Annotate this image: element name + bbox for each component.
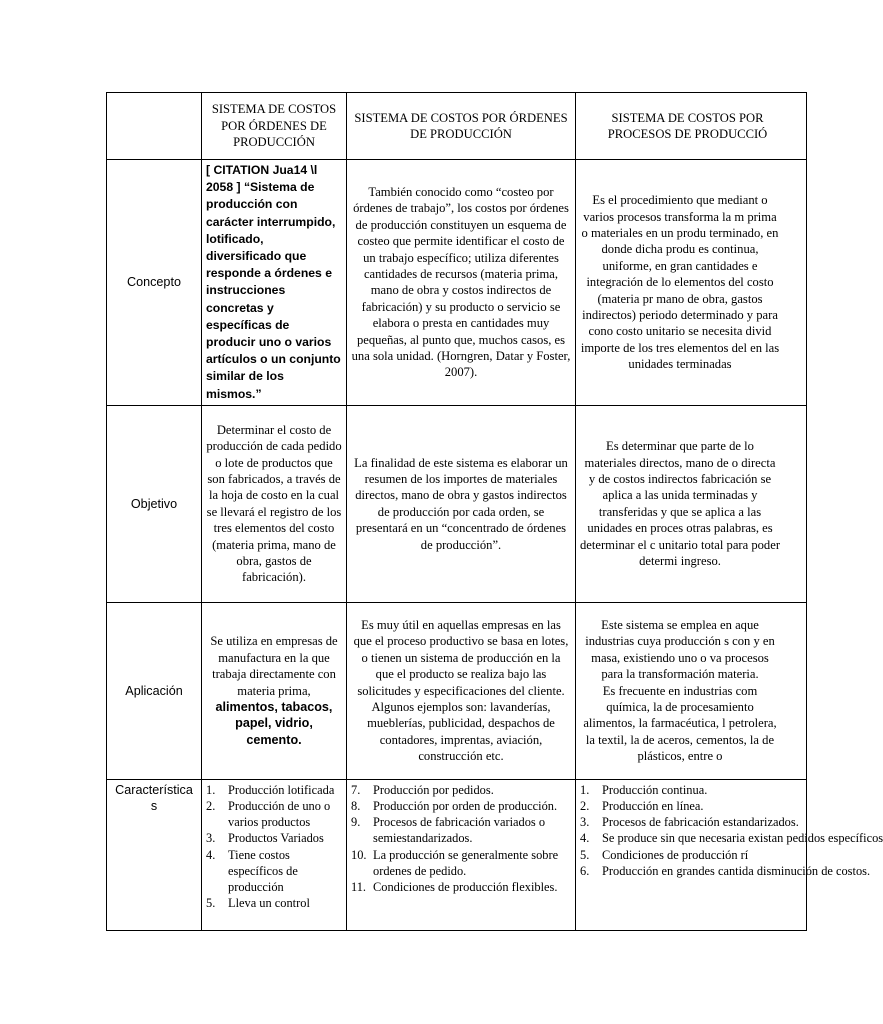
header-cell-ordenes-2: SISTEMA DE COSTOS POR ÓRDENES DE PRODUCCIÓN — [347, 93, 576, 160]
list-item: 8. Producción por orden de producción. — [351, 799, 558, 814]
caract-list-procesos — [580, 782, 883, 879]
row-label-concepto: Concepto — [107, 160, 202, 406]
concepto-ordenes-1 — [202, 160, 347, 406]
objetivo-ordenes-2: La finalidad de este sistema es elaborar un resumen de los importes de materiales directos, mano de obra y gastos indirectos de producción por cada orden, se presentará en un “concentrado de órdenes de producción”. — [347, 405, 576, 602]
objetivo-procesos — [576, 405, 807, 602]
caract-procesos — [576, 779, 883, 930]
caract-list-ordenes-1 — [206, 782, 342, 912]
list-item: 4. Tiene costos específicos de producción — [206, 847, 298, 895]
header-row — [107, 93, 807, 160]
header-cell-empty — [107, 93, 202, 160]
list-item: 3. Productos Variados — [206, 831, 324, 846]
list-item: 4. Se produce sin que necesaria existan pedidos específicos — [580, 831, 883, 846]
list-item: 1. Producción lotificada — [206, 782, 335, 797]
list-item: 9. Procesos de fabricación variados o semiestandarizados. — [351, 815, 546, 846]
aplicacion-ordenes-2: Es muy útil en aquellas empresas en las que el proceso productivo se basa en lotes, o tienen un sistema de producción en la que el producto se realiza bajo las solicitudes y especificaciones del cliente. Algunos ejemplos son: lavanderías, mueblerías, publicidad, despachos de contadores, imprentas, aviación, construcción etc. — [347, 602, 576, 779]
aplicacion-ordenes-1-text: Se utiliza en empresas de manufactura en la que trabaja directamente con materia prima, — [210, 634, 338, 698]
list-item: 2. Producción de uno o varios productos — [206, 799, 331, 830]
caract-ordenes-2 — [347, 779, 576, 930]
row-label-objetivo: Objetivo — [107, 405, 202, 602]
row-aplicacion — [107, 602, 807, 779]
aplicacion-procesos-text-a: Este sistema se emplea en aque industrias cuya producción s con y en masa, existiendo uno o va procesos para la transformación materia. — [585, 618, 775, 682]
aplicacion-ordenes-1 — [202, 602, 347, 779]
comparison-table — [106, 92, 883, 931]
list-item: 1. Producción continua. — [580, 782, 708, 797]
concepto-citation-text: [ CITATION Jua14 \l 2058 ] “Sistema de producción con carácter interrumpido, lotificado, diversificado que responde a órdenes e instrucciones concretas y específicas de producir uno o varios artículos o un conjunto similar de los mismos.” — [206, 163, 341, 401]
row-objetivo — [107, 405, 807, 602]
list-item: 5. Lleva un control — [206, 896, 310, 911]
row-caracteristicas — [107, 779, 807, 930]
row-label-caracteristicas: Característica s — [107, 779, 202, 930]
list-item: 7. Producción por pedidos. — [351, 782, 494, 797]
concepto-procesos — [576, 160, 807, 406]
header-cell-procesos — [576, 93, 807, 160]
list-item: 3. Procesos de fabricación estandarizados. — [580, 815, 799, 830]
list-item: 10. La producción se generalmente sobre ordenes de pedido. — [351, 847, 559, 878]
aplicacion-ordenes-1-bold: alimentos, tabacos, papel, vidrio, cemento. — [215, 700, 333, 747]
header-cell-ordenes-1: SISTEMA DE COSTOS POR ÓRDENES DE PRODUCCIÓN — [202, 93, 347, 160]
list-item: 2. Producción en línea. — [580, 799, 704, 814]
aplicacion-procesos — [576, 602, 807, 779]
row-concepto — [107, 160, 807, 406]
concepto-ordenes-2: También conocido como “costeo por órdenes de trabajo”, los costos por órdenes de producción constituyen un esquema de costeo que permite identificar el costo de un trabajo específico; utiliza diferentes cantidades de recursos (materia prima, mano de obra y costos indirectos de fabricación) y su producto o servicio se elabora o presta en cantidades muy pequeñas, al punto que, muchos casos, es una sola unidad. (Horngren, Datar y Foster, 2007). — [347, 160, 576, 406]
caract-list-ordenes-2 — [351, 782, 571, 895]
objetivo-ordenes-1: Determinar el costo de producción de cada pedido o lote de productos que son fabricados, a través de la hoja de costo en la cual se llevará el registro de los tres elementos del costo (materia prima, mano de obra, gastos de fabricación). — [202, 405, 347, 602]
row-label-aplicacion: Aplicación — [107, 602, 202, 779]
aplicacion-procesos-text-b: Es frecuente en industrias com química, la de procesamiento alimentos, la farmacéutica, l petrolera, la textil, la de aceros, cementos, la de plásticos, entre o — [583, 683, 777, 764]
concepto-procesos-text: Es el procedimiento que mediant o varios procesos transforma la m prima o materiales en un produ terminado, en donde dicha produ es continua, uniforme, en gran cantidades e integración de lo elementos del costo (materia pr mano de obra, gastos indirectos) periodo determinado y para cono costo unitario se necesita divid importe de los tres elementos del en las unidades terminadas — [580, 193, 780, 372]
list-item: 5. Condiciones de producción rí — [580, 847, 749, 862]
header-procesos-text: SISTEMA DE COSTOS POR PROCESOS DE PRODUCCIÓ — [607, 110, 768, 141]
list-item: 6. Producción en grandes cantida disminución de costos. — [580, 863, 871, 878]
objetivo-procesos-text: Es determinar que parte de lo materiales directos, mano de o directa y de costos indirectos fabricación se aplica a las unida terminadas y transferidas y que se aplica a las unidades en proces otras palabras, es determinar el c unitario total para poder determi ingreso. — [580, 439, 781, 569]
caract-ordenes-1 — [202, 779, 347, 930]
list-item: 11. Condiciones de producción flexibles. — [351, 880, 558, 895]
